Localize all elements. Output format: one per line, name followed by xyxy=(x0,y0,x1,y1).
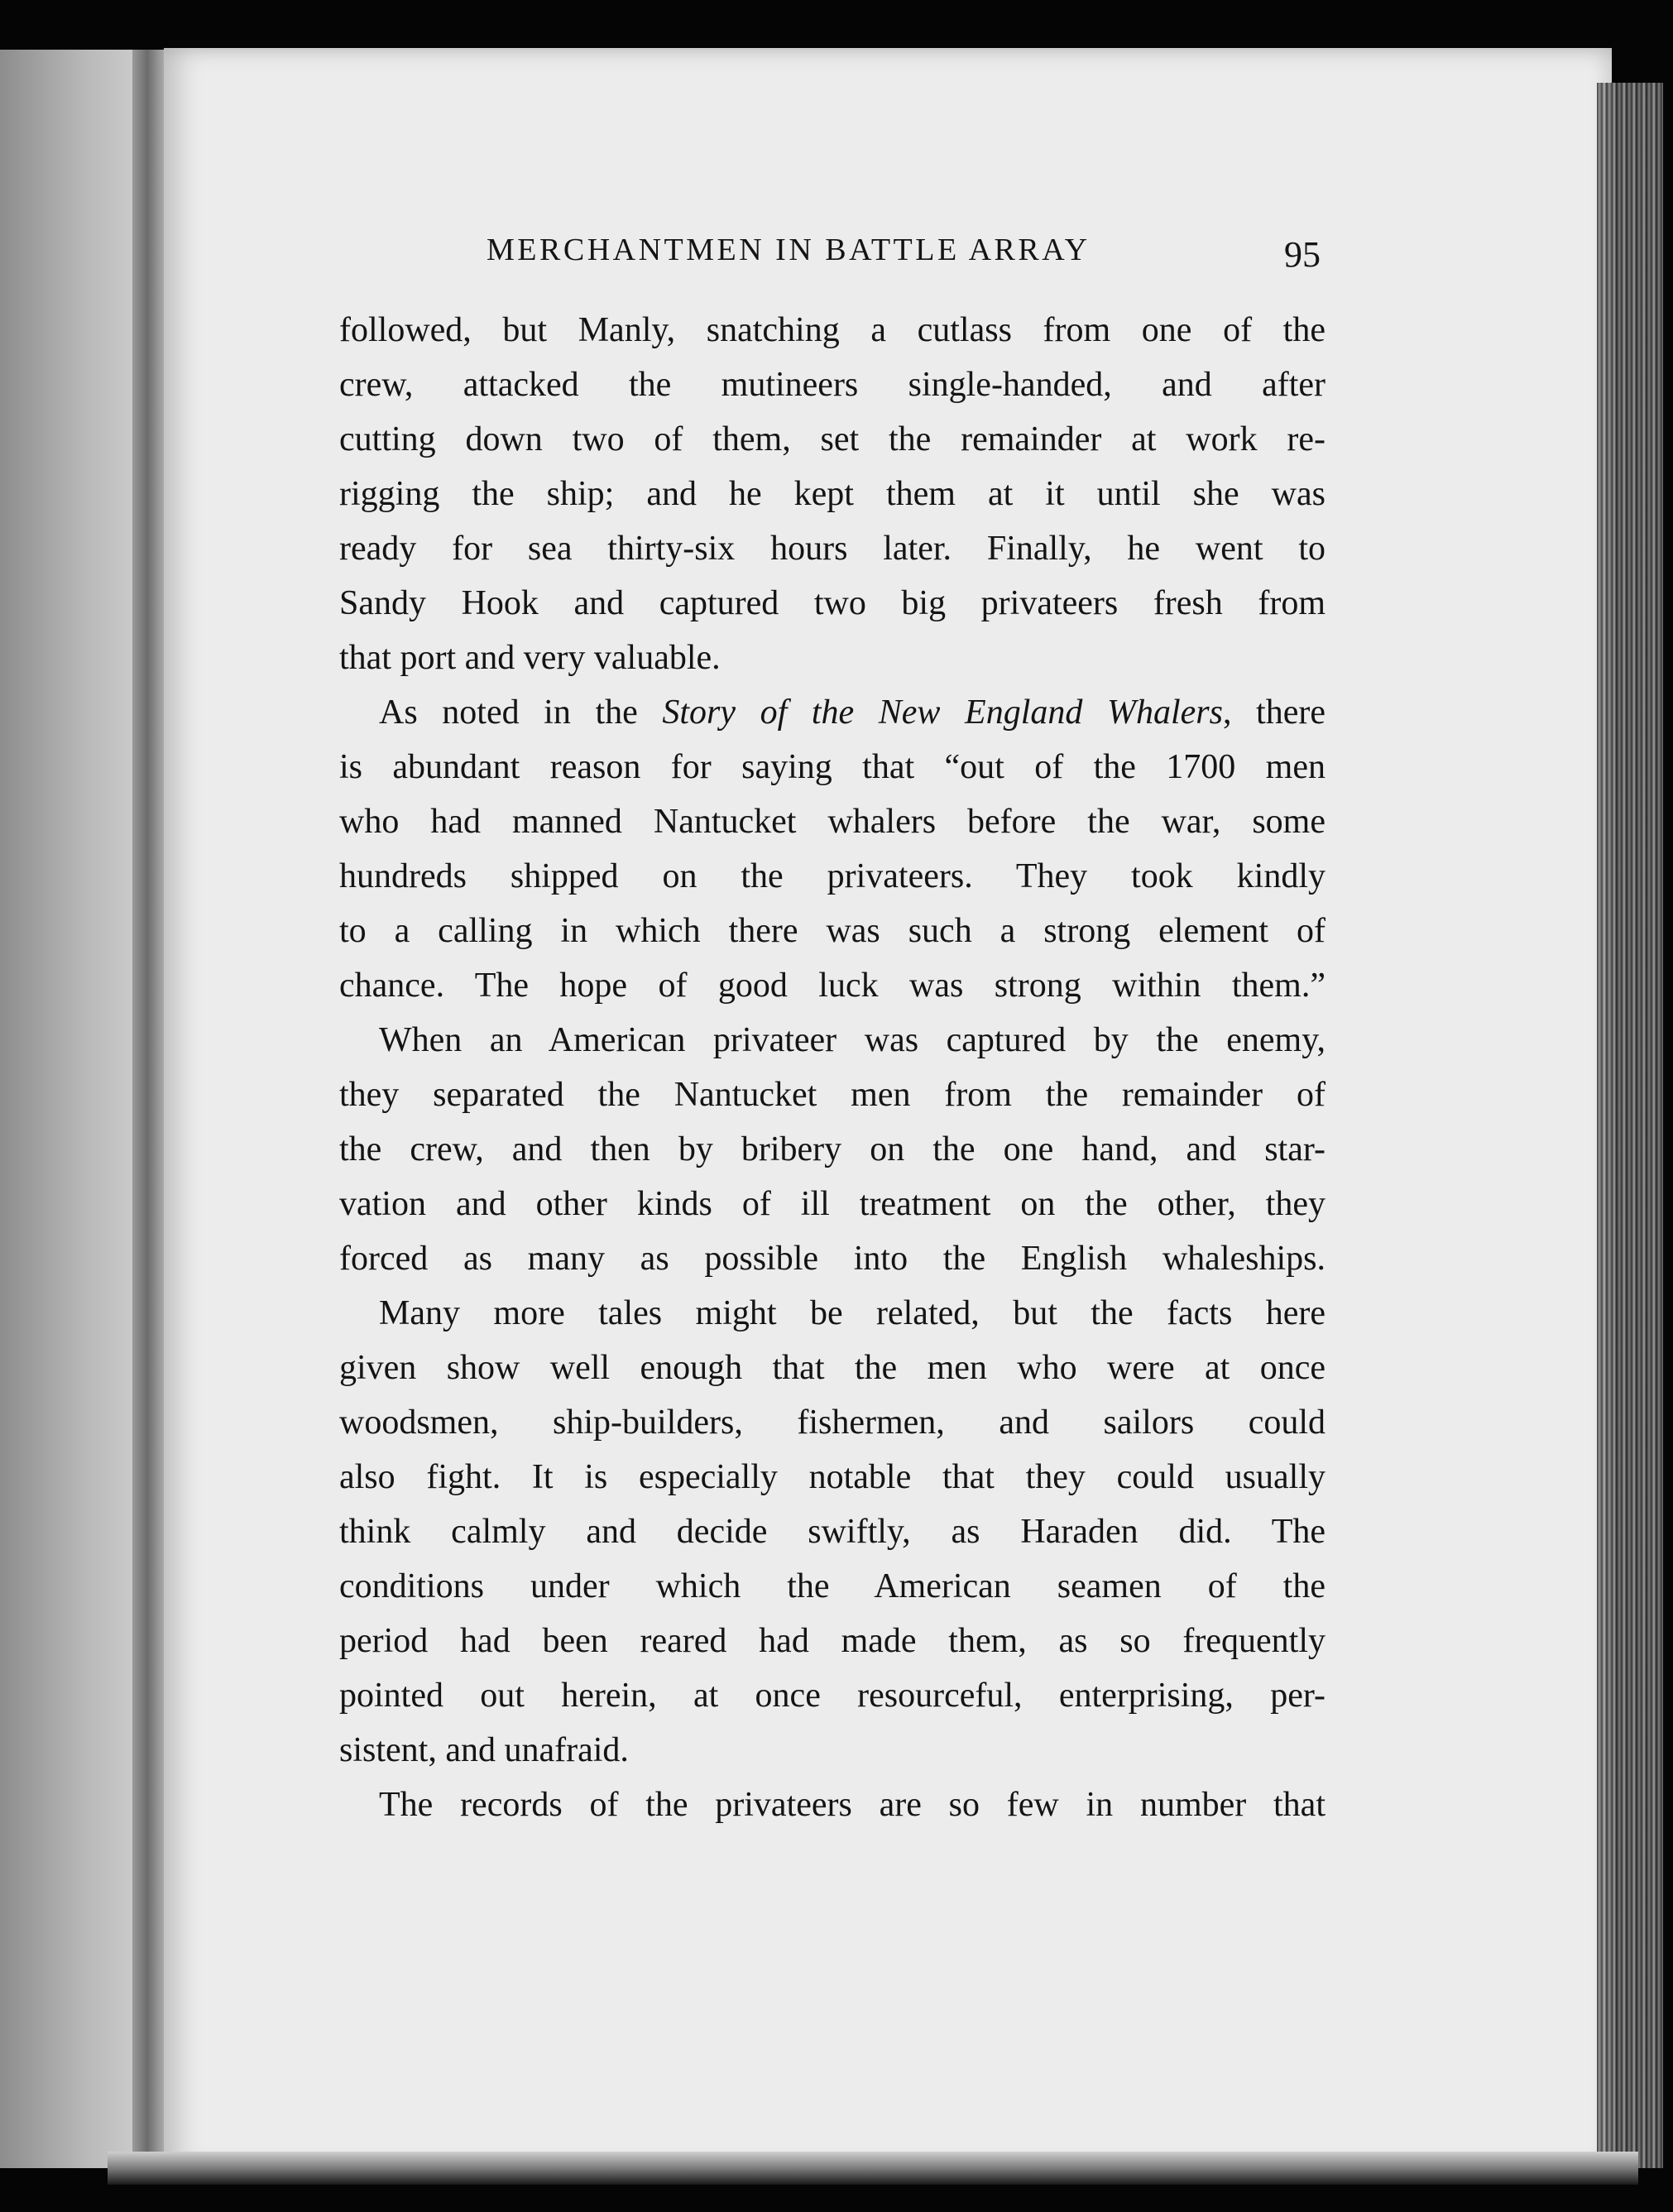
paragraph xyxy=(339,1778,1325,1832)
text-line: Sandy Hook and captured two big privateers fresh from xyxy=(339,584,1325,622)
text-line: that port and very valuable. xyxy=(339,639,721,677)
page-text xyxy=(339,223,1325,1832)
page-number: 95 xyxy=(1284,234,1321,275)
text-line: vation and other kinds of ill treatment on the other, they xyxy=(339,1185,1325,1223)
text-run: , there xyxy=(1222,693,1325,732)
text-line: cutting down two of them, set the remainder at work re- xyxy=(339,420,1325,458)
text-line: crew, attacked the mutineers single-handed, and after xyxy=(339,366,1325,404)
text-line: Many more tales might be related, but the facts here xyxy=(379,1294,1325,1332)
text-line: followed, but Manly, snatching a cutlass from one of the xyxy=(339,311,1325,349)
text-line: who had manned Nantucket whalers before the war, some xyxy=(339,803,1325,841)
text-line: forced as many as possible into the English whaleships. xyxy=(339,1240,1325,1278)
paragraph xyxy=(339,303,1325,685)
text-run: As noted in the xyxy=(379,693,663,732)
fore-edge xyxy=(1597,83,1663,2168)
book-gutter xyxy=(132,50,165,2168)
text-line: conditions under which the American seamen of the xyxy=(339,1567,1325,1605)
text-line: also fight. It is especially notable that they could usually xyxy=(339,1458,1325,1496)
text-line: rigging the ship; and he kept them at it until she was xyxy=(339,475,1325,513)
paragraph xyxy=(339,1013,1325,1286)
text-line: ready for sea thirty-six hours later. Finally, he went to xyxy=(339,530,1325,568)
text-line xyxy=(339,685,1325,740)
text-line: chance. The hope of good luck was strong within them.” xyxy=(339,967,1325,1005)
text-line: pointed out herein, at once resourceful, enterprising, per- xyxy=(339,1677,1325,1715)
paragraph xyxy=(339,685,1325,1013)
text-line: the crew, and then by bribery on the one hand, and star- xyxy=(339,1130,1325,1168)
text-line: is abundant reason for saying that “out of the 1700 men xyxy=(339,748,1325,786)
text-line: hundreds shipped on the privateers. They took kindly xyxy=(339,857,1325,895)
book-title: Story of the New England Whalers xyxy=(662,693,1223,732)
text-line: period had been reared had made them, as so frequently xyxy=(339,1622,1325,1660)
text-line: they separated the Nantucket men from the remainder of xyxy=(339,1076,1325,1114)
text-line: woodsmen, ship-builders, fishermen, and sailors could xyxy=(339,1403,1325,1442)
running-head: MERCHANTMEN IN BATTLE ARRAY xyxy=(487,233,1091,267)
text-line: The records of the privateers are so few in number that xyxy=(379,1786,1325,1824)
text-line: When an American privateer was captured by the enemy, xyxy=(379,1021,1325,1059)
bottom-page-edge xyxy=(108,2152,1638,2185)
text-line: sistent, and unafraid. xyxy=(339,1731,629,1769)
page-header xyxy=(339,223,1325,273)
text-line: think calmly and decide swiftly, as Haraden did. The xyxy=(339,1513,1325,1551)
paragraph xyxy=(339,1286,1325,1778)
text-line: given show well enough that the men who were at once xyxy=(339,1349,1325,1387)
text-line: to a calling in which there was such a strong element of xyxy=(339,912,1325,950)
